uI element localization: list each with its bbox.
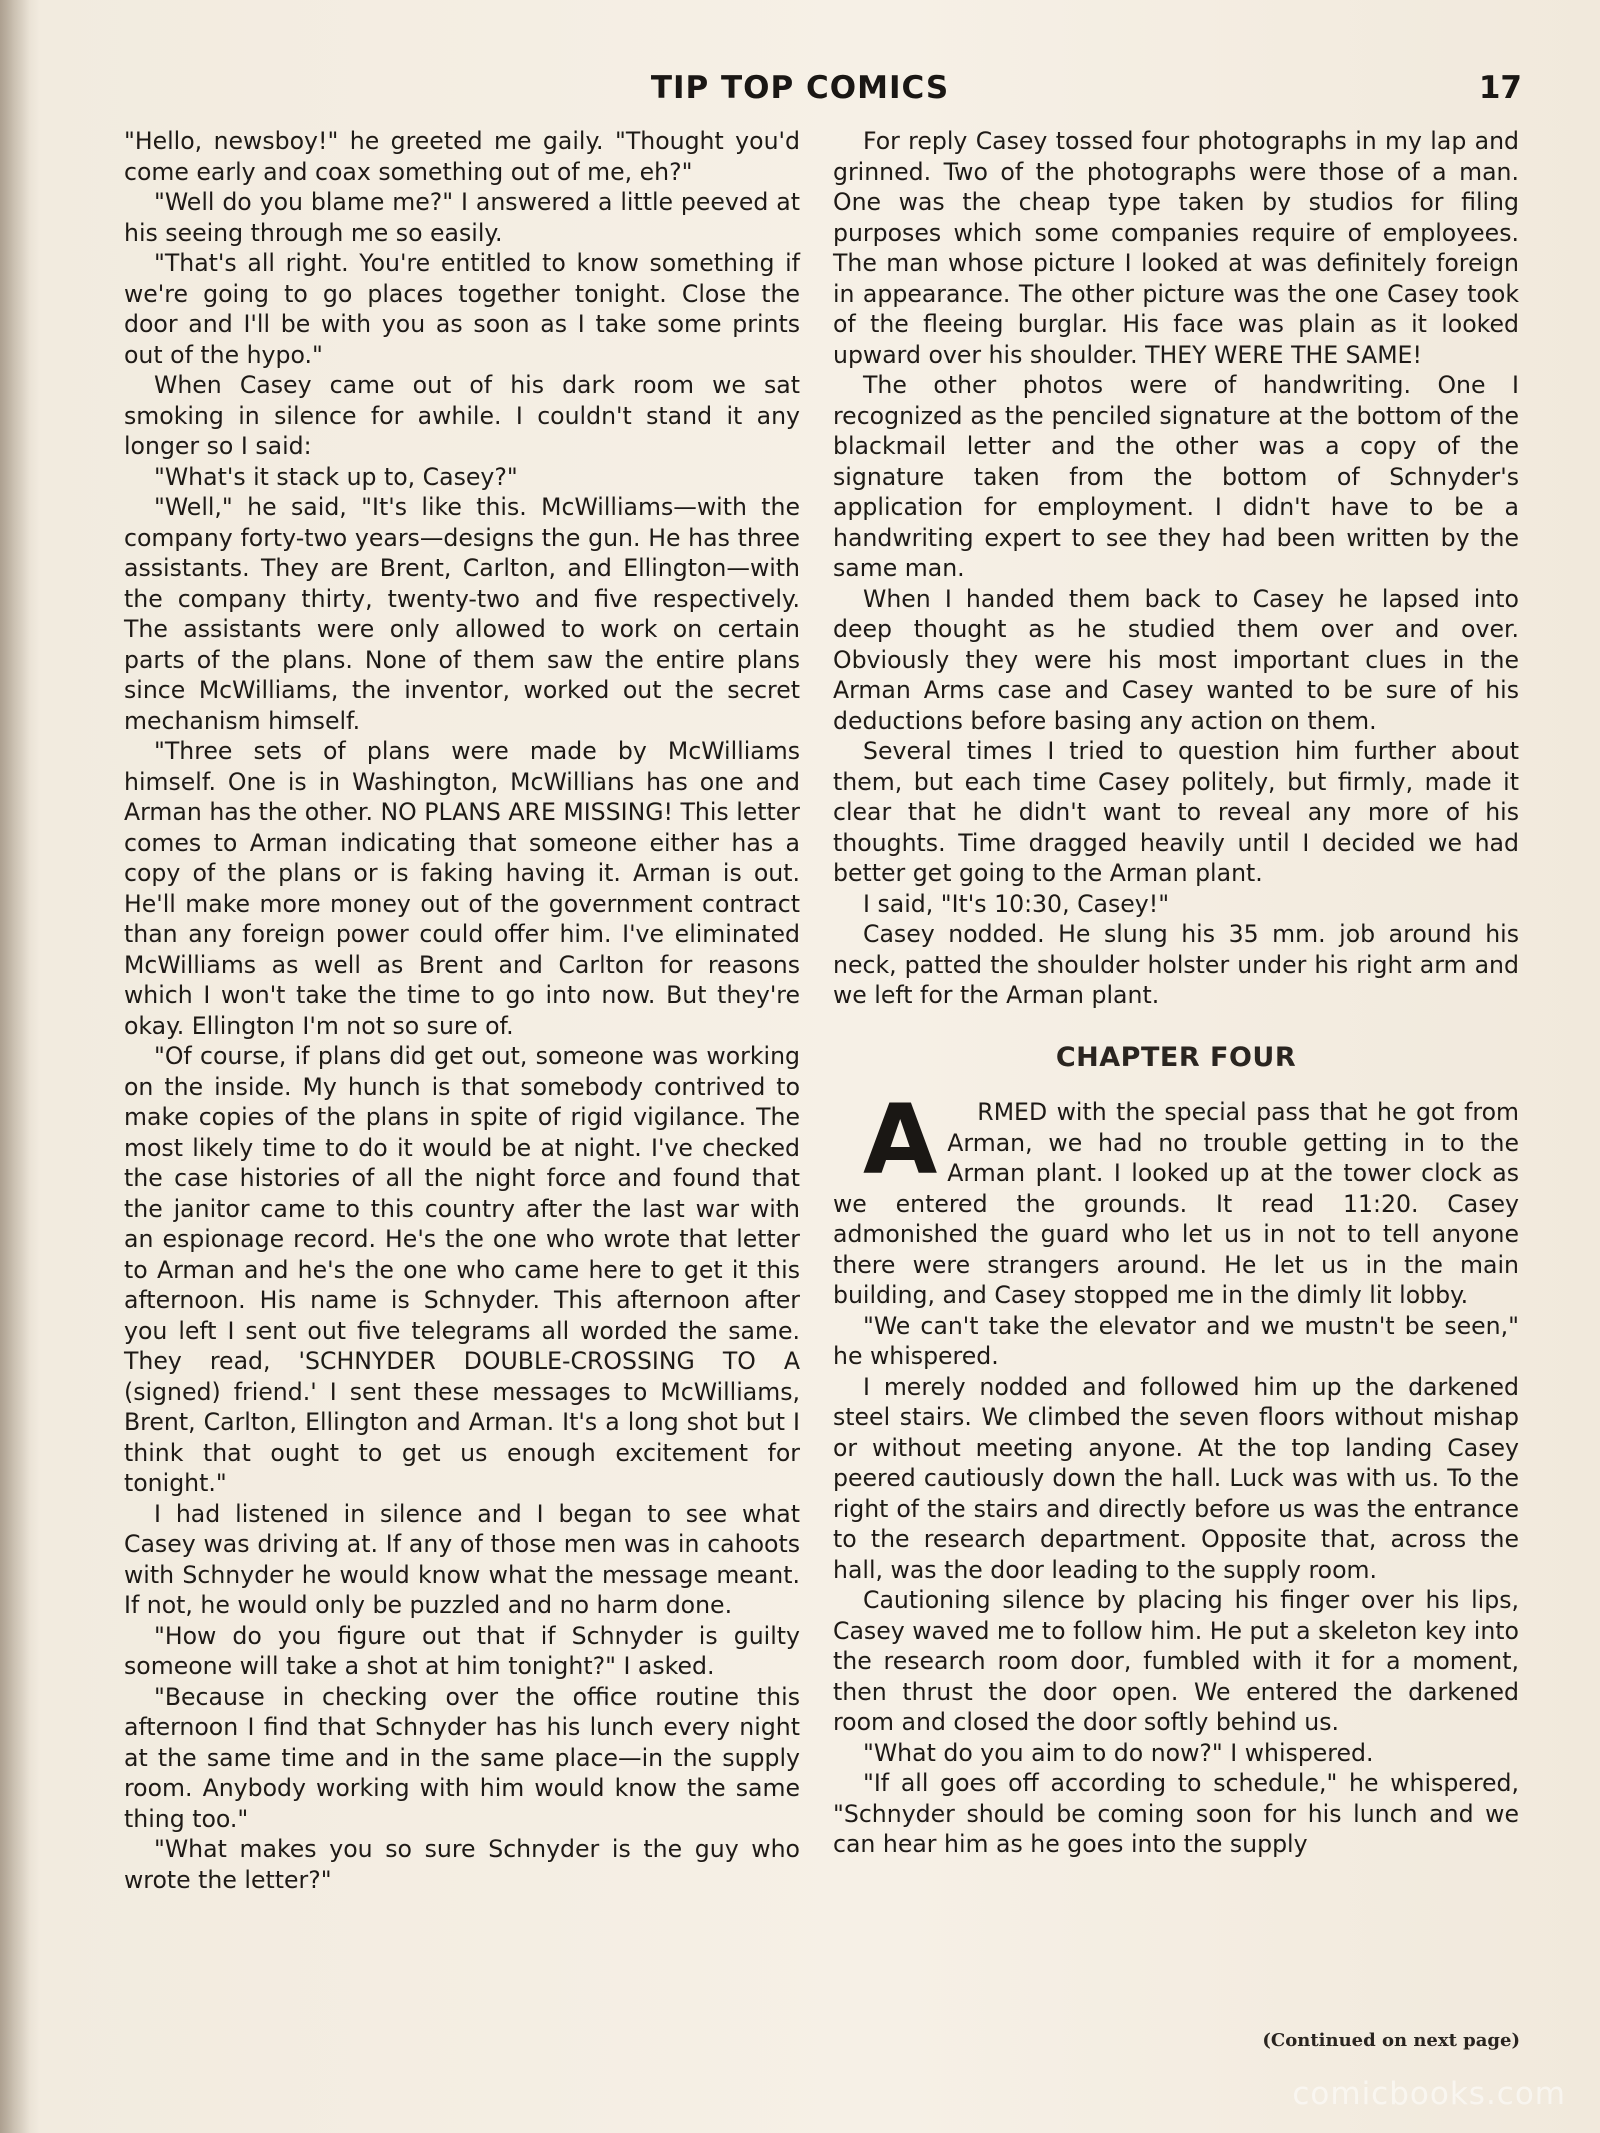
page-number: 17 <box>1478 70 1522 106</box>
paragraph: "Well," he said, "It's like this. McWilliams—with the company forty-two years—designs the gun. He has three assistants. They are Brent, Carlton, and Ellington—with the company thirty, twenty-two and five respectively. The assistants were only allowed to work on certain parts of the plans. None of them saw the entire plans since McWilliams, the inventor, worked out the secret mechanism himself. <box>124 493 800 735</box>
chapter-opening-text: RMED with the special pass that he got from Arman, we had no trouble getting in to the Arman plant. I looked up at the tower clock as we entered the grounds. It read 11:20. Casey admonished the guard who let us in not to tell anyone there were strangers around. He let us in the main building, and Casey stopped me in the dimly lit lobby. <box>833 1098 1519 1309</box>
site-watermark: comicbooks.com <box>1292 2076 1566 2112</box>
paragraph: Casey nodded. He slung his 35 mm. job around his neck, patted the shoulder holster under his right arm and we left for the Arman plant. <box>833 920 1519 1009</box>
paragraph: The other photos were of handwriting. One I recognized as the penciled signature at the bottom of the blackmail letter and the other was a copy of the signature taken from the bottom of Schnyder's application for employment. I didn't have to be a handwriting expert to see they had been written by the same man. <box>833 371 1519 582</box>
chapter-opening-paragraph <box>833 1084 1519 1311</box>
paragraph: "Of course, if plans did get out, someone was working on the inside. My hunch is that somebody contrived to make copies of the plans in spite of rigid vigilance. The most likely time to do it would be at night. I've checked the case histories of all the night force and found that the janitor came to this country after the last war with an espionage record. He's the one who wrote that letter to Arman and he's the one who came here to get it this afternoon. His name is Schnyder. This afternoon after you left I sent out five telegrams all worded the same. They read, 'SCHNYDER DOUBLE-CROSSING TO A (signed) friend.' I sent these messages to McWilliams, Brent, Carlton, Ellington and Arman. It's a long shot but I think that ought to get us enough excitement for tonight." <box>124 1042 800 1497</box>
paragraph: When I handed them back to Casey he lapsed into deep thought as he studied them over and over. Obviously they were his most important clues in the Arman Arms case and Casey wanted to be sure of his deductions before basing any action on them. <box>833 584 1519 735</box>
paragraph: "What makes you so sure Schnyder is the guy who wrote the letter?" <box>124 1835 800 1894</box>
paragraph: I said, "It's 10:30, Casey!" <box>863 889 1170 918</box>
page-header <box>0 70 1600 114</box>
paragraph: "That's all right. You're entitled to know something if we're going to go places together tonight. Close the door and I'll be with you as soon as I take some prints out of the hypo." <box>124 249 800 369</box>
paragraph: I merely nodded and followed him up the darkened steel stairs. We climbed the seven floors without mishap or without meeting anyone. At the top landing Casey peered cautiously down the hall. Luck was with us. To the right of the stairs and directly before us was the entrance to the research department. Opposite that, across the hall, was the door leading to the supply room. <box>833 1372 1519 1584</box>
binding-shadow <box>0 0 30 2133</box>
paragraph: "What do you aim to do now?" I whispered. <box>863 1738 1374 1767</box>
paragraph: Cautioning silence by placing his finger over his lips, Casey waved me to follow him. He put a skeleton key into the research room door, fumbled with it for a moment, then thrust the door open. We entered the darkened room and closed the door softly behind us. <box>833 1586 1519 1736</box>
paragraph: "If all goes off according to schedule," he whispered, "Schnyder should be coming soon for his lunch and we can hear him as he goes into the supply <box>833 1769 1519 1858</box>
paragraph: "Well do you blame me?" I answered a little peeved at his seeing through me so easily. <box>124 188 800 247</box>
paragraph: "Because in checking over the office routine this afternoon I find that Schnyder has his lunch every night at the same time and in the same place—in the supply room. Anybody working with him would know the same thing too." <box>124 1682 800 1833</box>
paragraph: When Casey came out of his dark room we sat smoking in silence for awhile. I couldn't stand it any longer so I said: <box>124 371 800 460</box>
paragraph: I had listened in silence and I began to see what Casey was driving at. If any of those men was in cahoots with Schnyder he would know what the message meant. If not, he would only be puzzled and no harm done. <box>124 1499 800 1619</box>
paragraph: Several times I tried to question him further about them, but each time Casey politely, but firmly, made it clear that he didn't want to reveal any more of his thoughts. Time dragged heavily until I decided we had better get going to the Arman plant. <box>833 737 1519 887</box>
paragraph: "Three sets of plans were made by McWilliams himself. One is in Washington, McWillians has one and Arman has the other. NO PLANS ARE MISSING! This letter comes to Arman indicating that someone either has a copy of the plans or is faking having it. Arman is out. He'll make more money out of the government contract than any foreign power could offer him. I've eliminated McWilliams as well as Brent and Carlton for reasons which I won't take the time to go into now. But they're okay. Ellington I'm not so sure of. <box>124 737 800 1040</box>
chapter-heading: CHAPTER FOUR <box>1055 1041 1297 1073</box>
paragraph: "What's it stack up to, Casey?" <box>154 462 518 491</box>
paragraph: "We can't take the elevator and we mustn't be seen," he whispered. <box>833 1311 1519 1370</box>
paragraph: "Hello, newsboy!" he greeted me gaily. "Thought you'd come early and coax something out of me, eh?" <box>124 127 800 186</box>
magazine-title: TIP TOP COMICS <box>650 70 950 106</box>
continued-note: (Continued on next page) <box>1262 2030 1520 2051</box>
right-column <box>833 126 1519 1860</box>
paragraph: For reply Casey tossed four photographs in my lap and grinned. Two of the photographs were those of a man. One was the cheap type taken by studios for filing purposes which some companies require of employees. The man whose picture I looked at was definitely foreign in appearance. The other picture was the one Casey took of the fleeing burglar. His face was plain as it looked upward over his shoulder. THEY WERE THE SAME! <box>833 127 1519 369</box>
paragraph: "How do you figure out that if Schnyder is guilty someone will take a shot at him tonight?" I asked. <box>124 1621 800 1680</box>
left-column <box>124 126 800 1895</box>
drop-cap: A <box>863 1084 938 1196</box>
